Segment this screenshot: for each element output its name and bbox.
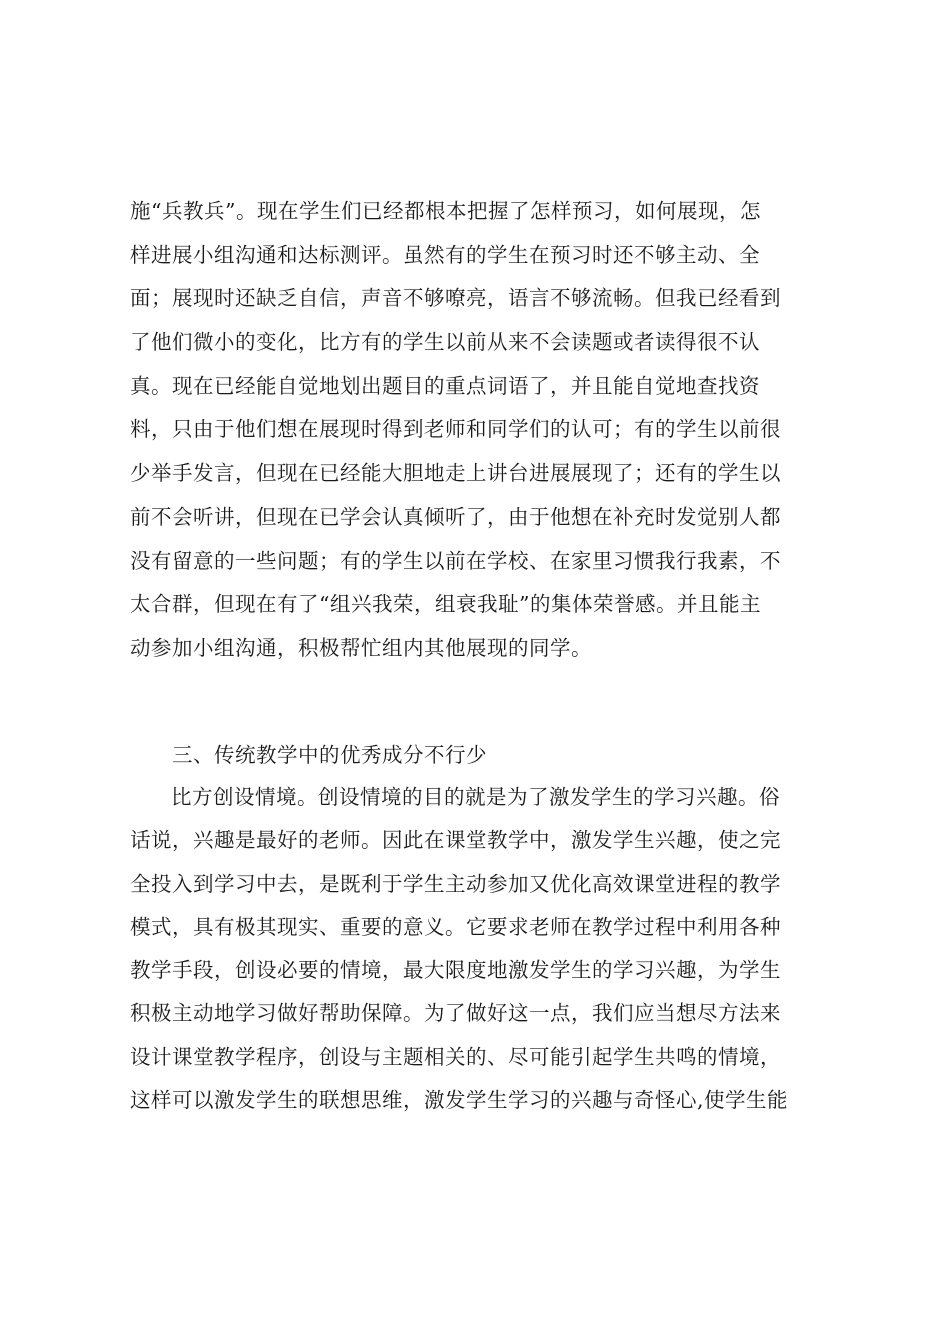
text-line: 话说，兴趣是最好的老师。因此在课堂教学中，激发学生兴趣，使之完 <box>130 828 781 853</box>
text-line: 积极主动地学习做好帮助保障。为了做好这一点，我们应当想尽方法来 <box>130 1001 781 1026</box>
text-line: 动参加小组沟通，积极帮忙组内其他展现的同学。 <box>130 635 592 660</box>
section-heading: 三、传统教学中的优秀成分不行少 <box>172 743 487 767</box>
text-line: 教学手段，创设必要的情境，最大限度地激发学生的学习兴趣，为学生 <box>130 958 781 983</box>
text-line: 这样可以激发学生的联想思维，激发学生学习的兴趣与奇怪心,使学生能 <box>130 1088 789 1113</box>
text-line: 真。现在已经能自觉地划出题目的重点词语了，并且能自觉地查找资 <box>130 373 760 398</box>
text-line: 太合群，但现在有了“组兴我荣，组衰我耻”的集体荣誉感。并且能主 <box>130 592 761 617</box>
text-line: 料，只由于他们想在展现时得到老师和同学们的认可；有的学生以前很 <box>130 417 781 442</box>
text-line: 比方创设情境。创设情境的目的就是为了激发学生的学习兴趣。俗 <box>171 785 780 809</box>
text-line: 面；展现时还缺乏自信，声音不够嘹亮，语言不够流畅。但我已经看到 <box>130 286 781 311</box>
text-line: 全投入到学习中去，是既利于学生主动参加又优化高效课堂进程的教学 <box>130 871 781 896</box>
text-line: 设计课堂教学程序，创设与主题相关的、尽可能引起学生共鸣的情境， <box>130 1044 781 1069</box>
text-line: 前不会听讲，但现在已学会认真倾听了，由于他想在补充时发觉别人都 <box>130 504 781 529</box>
paragraph-continued <box>130 190 825 671</box>
text-line: 施“兵教兵”。现在学生们已经都根本把握了怎样预习，如何展现，怎 <box>130 199 761 223</box>
text-line: 没有留意的一些问题；有的学生以前在学校、在家里习惯我行我素，不 <box>130 548 781 573</box>
text-line: 模式，具有极其现实、重要的意义。它要求老师在教学过程中利用各种 <box>130 914 781 939</box>
text-line: 了他们微小的变化，比方有的学生以前从来不会读题或者读得很不认 <box>130 330 760 355</box>
paragraph-creating-scenarios <box>130 776 825 1122</box>
text-line: 样进展小组沟通和达标测评。虽然有的学生在预习时还不够主动、全 <box>130 242 760 267</box>
text-line: 少举手发言，但现在已经能大胆地走上讲台进展展现了；还有的学生以 <box>130 461 781 486</box>
